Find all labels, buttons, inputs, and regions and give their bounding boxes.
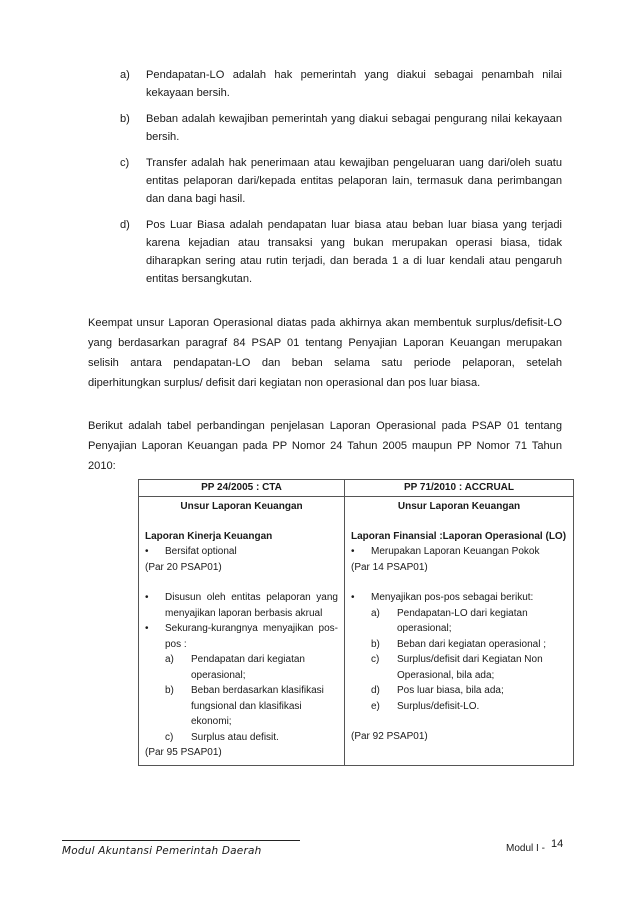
list-item-d bbox=[120, 216, 562, 288]
bullet-text: Sekurang-kurangnya menyajikan pos-pos : bbox=[165, 623, 338, 650]
footer-divider bbox=[62, 840, 300, 841]
sub-item bbox=[351, 652, 567, 683]
sub-text: Pos luar biasa, bila ada; bbox=[397, 685, 504, 696]
sub-item bbox=[145, 652, 338, 683]
paragraph-table-intro: Berikut adalah tabel perbandingan penjelasan Laporan Operasional pada PSAP 01 tentang Penyajian Laporan Keuangan pada PP Nomor 24 Tahun 2005 maupun PP Nomor 71 Tahun 2010: bbox=[88, 420, 562, 472]
sub-marker: d) bbox=[371, 685, 380, 696]
list-marker: b) bbox=[120, 113, 130, 125]
table-row bbox=[139, 497, 574, 766]
bullet-glyph: • bbox=[145, 623, 149, 634]
sub-marker: a) bbox=[371, 607, 380, 619]
cell-pp71 bbox=[345, 497, 574, 766]
list-item-c bbox=[120, 154, 562, 208]
list-item-a bbox=[120, 66, 562, 102]
reference: (Par 92 PSAP01) bbox=[351, 731, 428, 742]
sub-item bbox=[351, 699, 567, 715]
bullet-glyph: • bbox=[351, 546, 355, 557]
page-number: 14 bbox=[551, 838, 564, 850]
sub-item bbox=[351, 637, 567, 653]
sub-item bbox=[351, 606, 567, 637]
sub-marker: e) bbox=[371, 700, 380, 712]
list-item-b bbox=[120, 110, 562, 146]
sub-marker: c) bbox=[165, 731, 174, 743]
reference: (Par 95 PSAP01) bbox=[145, 747, 222, 758]
sub-text: Surplus/defisit-LO. bbox=[397, 700, 480, 712]
sub-marker: a) bbox=[165, 654, 174, 665]
list-marker: c) bbox=[120, 157, 130, 169]
sub-text: Beban berdasarkan klasifikasi fungsional dan klasifikasi ekonomi; bbox=[191, 685, 324, 727]
bullet-item bbox=[145, 621, 338, 652]
header-pp71: PP 71/2010 : ACCRUAL bbox=[345, 480, 574, 497]
section-title: Laporan Kinerja Keuangan bbox=[145, 530, 273, 542]
sub-text: Surplus/defisit dari Kegiatan Non Operasional, bila ada; bbox=[397, 654, 543, 681]
subheader: Unsur Laporan Keuangan bbox=[397, 501, 521, 512]
bullet-item bbox=[351, 544, 567, 560]
bullet-glyph: • bbox=[351, 592, 355, 603]
list-marker: a) bbox=[120, 69, 130, 81]
sub-text: Pendapatan dari kegiatan operasional; bbox=[191, 654, 305, 681]
section-title: Laporan Finansial :Laporan Operasional (LO) bbox=[351, 530, 567, 542]
sub-text: Surplus atau defisit. bbox=[191, 731, 279, 743]
bullet-text: Bersifat optional bbox=[165, 546, 237, 557]
sub-marker: b) bbox=[165, 685, 174, 696]
bullet-text: Merupakan Laporan Keuangan Pokok bbox=[371, 546, 540, 557]
bullet-glyph: • bbox=[145, 546, 149, 557]
comparison-table bbox=[138, 479, 574, 766]
subheader: Unsur Laporan Keuangan bbox=[180, 501, 303, 512]
sub-text: Pendapatan-LO dari kegiatan operasional; bbox=[397, 607, 528, 634]
footer-module-label: Modul I - bbox=[506, 843, 545, 854]
definition-list bbox=[120, 66, 562, 296]
sub-item bbox=[145, 683, 338, 730]
sub-item bbox=[351, 683, 567, 699]
list-text: Pendapatan-LO adalah hak pemerintah yang diakui sebagai penambah nilai kekayaan bersih. bbox=[146, 69, 562, 99]
sub-item bbox=[145, 730, 338, 746]
list-text: Transfer adalah hak penerimaan atau kewajiban pengeluaran uang dari/oleh suatu entitas pelaporan dari/kepada entitas pelaporan lain, termasuk dana perimbangan dan dana bagi hasil. bbox=[146, 157, 562, 205]
bullet-glyph: • bbox=[145, 592, 149, 603]
table-header-row bbox=[139, 480, 574, 497]
bullet-item bbox=[145, 590, 338, 621]
list-text: Pos Luar Biasa adalah pendapatan luar biasa atau beban luar biasa yang terjadi karena kejadian atau transaksi yang bukan merupakan operasi biasa, tidak diharapkan sering atau rutin terjadi, dan berada 1 a di luar kendali atau pengaruh entitas bersangkutan. bbox=[146, 219, 562, 285]
header-pp24: PP 24/2005 : CTA bbox=[139, 480, 345, 497]
bullet-text: Disusun oleh entitas pelaporan yang menyajikan laporan berbasis akrual bbox=[165, 592, 338, 619]
reference: (Par 20 PSAP01) bbox=[145, 561, 222, 573]
bullet-text: Menyajikan pos-pos sebagai berikut: bbox=[371, 592, 534, 603]
cell-pp24 bbox=[139, 497, 345, 766]
sub-text: Beban dari kegiatan operasional ; bbox=[397, 638, 546, 650]
bullet-item bbox=[351, 590, 567, 606]
bullet-item bbox=[145, 544, 338, 560]
list-marker: d) bbox=[120, 219, 130, 231]
reference: (Par 14 PSAP01) bbox=[351, 561, 428, 573]
list-text: Beban adalah kewajiban pemerintah yang diakui sebagai pengurang nilai kekayaan bersih. bbox=[146, 113, 562, 143]
sub-marker: c) bbox=[371, 654, 380, 665]
sub-marker: b) bbox=[371, 638, 380, 650]
paragraph-surplus-defisit: Keempat unsur Laporan Operasional diatas pada akhirnya akan membentuk surplus/defisit-LO yang berdasarkan paragraf 84 PSAP 01 tentang Penyajian Laporan Keuangan merupakan selisih antara pendapatan-LO dan beban selama satu periode pelaporan, setelah diperhitungkan surplus/ defisit dari kegiatan non operasional dan pos luar biasa. bbox=[88, 317, 562, 389]
footer-title: Modul Akuntansi Pemerintah Daerah bbox=[62, 845, 262, 857]
